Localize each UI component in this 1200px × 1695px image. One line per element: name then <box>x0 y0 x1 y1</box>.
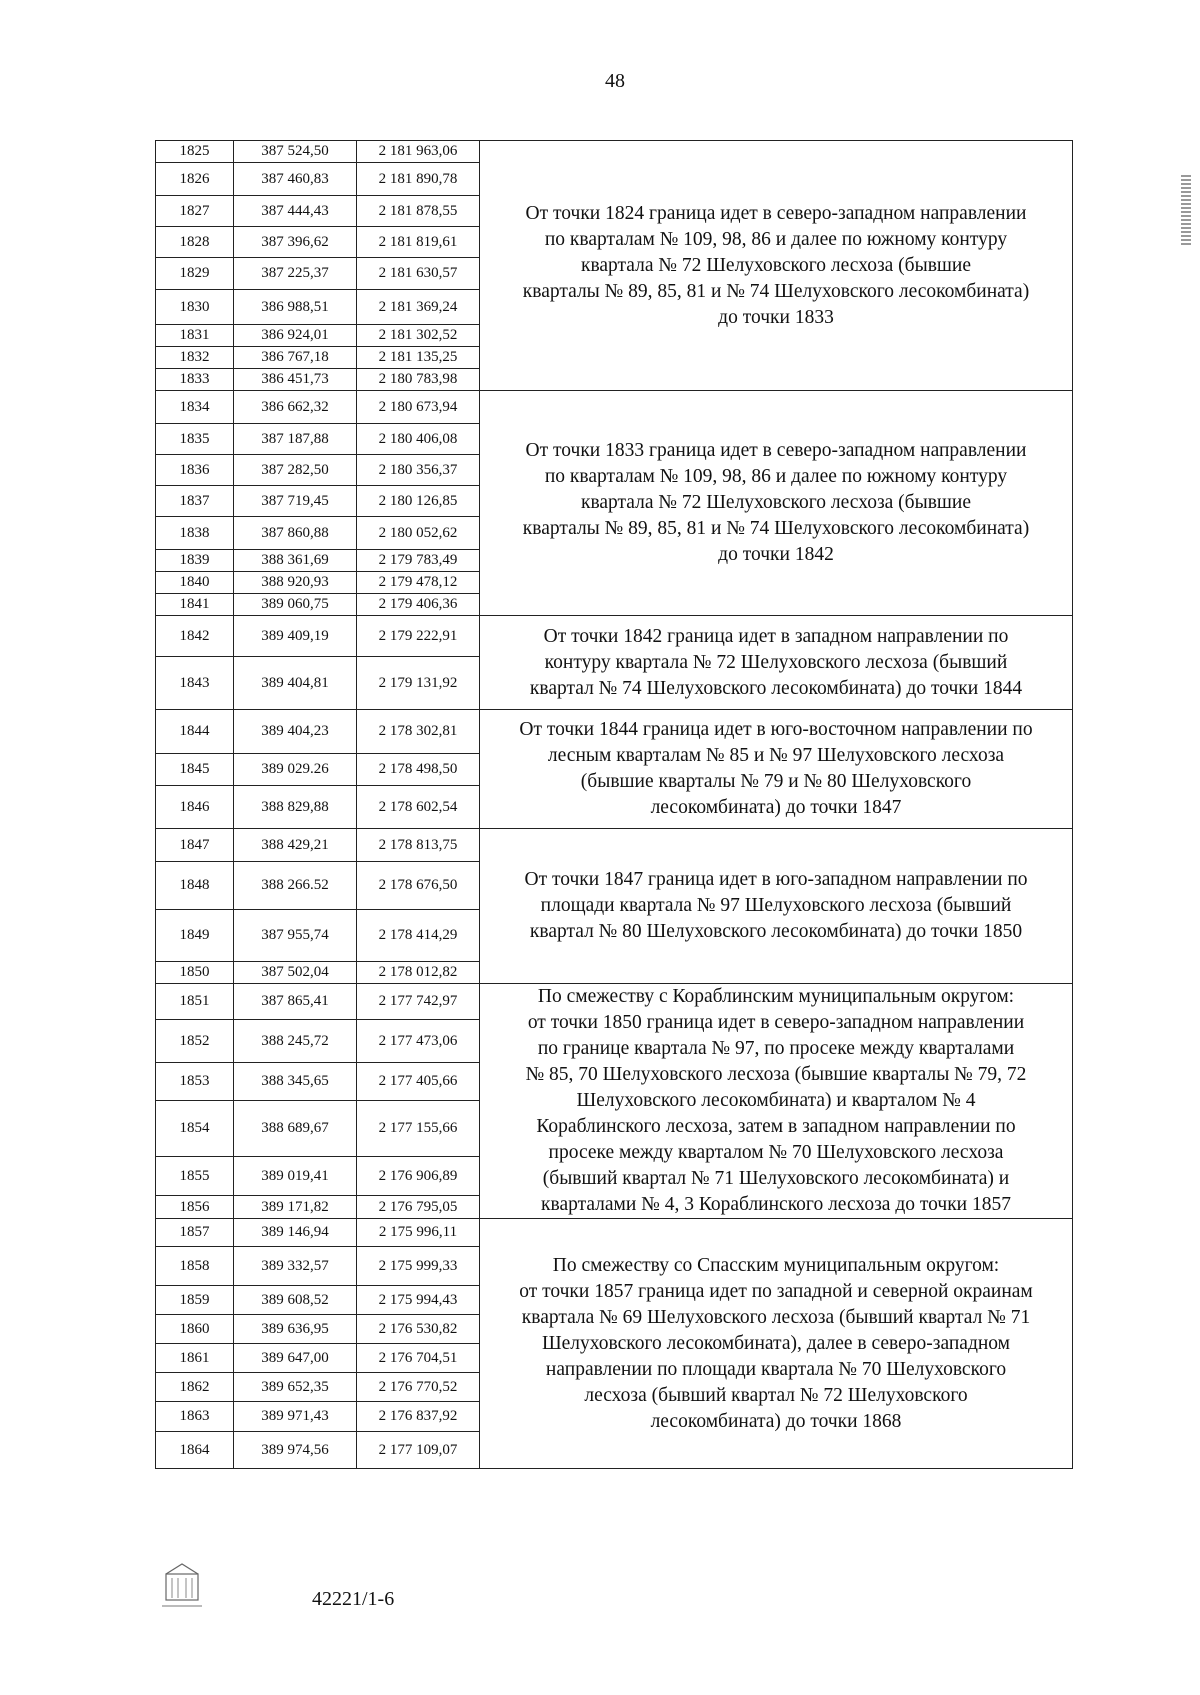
coord-x: 389 019,41 <box>234 1157 357 1196</box>
point-number: 1833 <box>156 369 234 391</box>
coord-y: 2 178 498,50 <box>357 754 480 786</box>
boundary-description <box>480 829 1073 984</box>
point-number: 1831 <box>156 325 234 347</box>
coord-y: 2 180 406,08 <box>357 424 480 455</box>
point-number: 1853 <box>156 1063 234 1101</box>
table-row <box>156 141 1073 163</box>
description-line: лесным кварталам № 85 и № 97 Шелуховского лесхоза <box>547 745 1005 766</box>
coord-y: 2 180 783,98 <box>357 369 480 391</box>
point-number: 1860 <box>156 1315 234 1344</box>
coord-x: 388 920,93 <box>234 572 357 594</box>
coord-x: 388 345,65 <box>234 1063 357 1101</box>
description-line: направлении по площади квартала № 70 Шелуховского <box>545 1358 1007 1380</box>
description-line: до точки 1833 <box>718 306 834 328</box>
description-line: квартал № 80 Шелуховского лесокомбината) до точки 1850 <box>529 921 1023 942</box>
coord-y: 2 178 414,29 <box>357 910 480 962</box>
coord-y: 2 181 135,25 <box>357 347 480 369</box>
description-line: контуру квартала № 72 Шелуховского лесхоза (бывший <box>544 651 1008 673</box>
point-number: 1827 <box>156 196 234 227</box>
description-line: от точки 1857 граница идет по западной и северной окраинам <box>519 1280 1033 1302</box>
coord-x: 387 865,41 <box>234 984 357 1020</box>
point-number: 1859 <box>156 1286 234 1315</box>
coord-x: 388 266.52 <box>234 862 357 910</box>
boundary-description <box>480 391 1073 616</box>
point-number: 1863 <box>156 1402 234 1432</box>
point-number: 1834 <box>156 391 234 424</box>
point-number: 1857 <box>156 1219 234 1247</box>
description-line: лесокомбината) до точки 1847 <box>650 797 902 818</box>
coord-y: 2 181 302,52 <box>357 325 480 347</box>
coord-x: 387 444,43 <box>234 196 357 227</box>
description-line: квартал № 74 Шелуховского лесокомбината) до точки 1844 <box>529 677 1023 699</box>
description-line: По смежеству со Спасским муниципальным округом: <box>552 1254 1000 1276</box>
point-number: 1848 <box>156 862 234 910</box>
point-number: 1840 <box>156 572 234 594</box>
description-line: лесхоза (бывший квартал № 72 Шелуховского <box>584 1384 968 1406</box>
coord-x: 388 361,69 <box>234 550 357 572</box>
coord-x: 388 245,72 <box>234 1020 357 1063</box>
description-line: кварталами № 4, 3 Кораблинского лесхоза до точки 1857 <box>541 1194 1011 1215</box>
boundary-description <box>480 1219 1073 1469</box>
description-line: до точки 1842 <box>718 544 834 565</box>
coord-x: 387 396,62 <box>234 227 357 258</box>
coord-x: 386 924,01 <box>234 325 357 347</box>
coord-x: 388 829,88 <box>234 786 357 829</box>
coord-y: 2 181 819,61 <box>357 227 480 258</box>
description-line: квартала № 69 Шелуховского лесхоза (бывший квартал № 71 <box>521 1306 1031 1328</box>
coord-x: 387 460,83 <box>234 163 357 196</box>
description-line: Шелуховского лесокомбината), далее в северо-западном <box>541 1332 1011 1354</box>
point-number: 1844 <box>156 710 234 754</box>
coord-x: 387 524,50 <box>234 141 357 163</box>
boundary-description <box>480 616 1073 710</box>
description-line: (бывшие кварталы № 79 и № 80 Шелуховского <box>580 771 972 792</box>
coord-x: 389 652,35 <box>234 1373 357 1402</box>
coord-x: 389 332,57 <box>234 1247 357 1286</box>
description-line: От точки 1842 граница идет в западном направлении по <box>543 625 1009 647</box>
description-line: квартала № 72 Шелуховского лесхоза (бывшие <box>580 254 972 276</box>
coord-y: 2 179 783,49 <box>357 550 480 572</box>
table-row <box>156 616 1073 657</box>
description-line: квартала № 72 Шелуховского лесхоза (бывшие <box>580 492 972 513</box>
coord-y: 2 179 478,12 <box>357 572 480 594</box>
coord-y: 2 175 999,33 <box>357 1247 480 1286</box>
coord-y: 2 176 704,51 <box>357 1344 480 1373</box>
point-number: 1825 <box>156 141 234 163</box>
coord-x: 387 225,37 <box>234 258 357 290</box>
point-number: 1828 <box>156 227 234 258</box>
table-row <box>156 710 1073 754</box>
description-line: Шелуховского лесокомбината) и кварталом № 4 <box>576 1090 976 1111</box>
coord-x: 386 662,32 <box>234 391 357 424</box>
coord-x: 386 988,51 <box>234 290 357 325</box>
point-number: 1837 <box>156 486 234 517</box>
coord-x: 388 689,67 <box>234 1101 357 1157</box>
coord-y: 2 181 890,78 <box>357 163 480 196</box>
coord-x: 389 029.26 <box>234 754 357 786</box>
coord-y: 2 176 837,92 <box>357 1402 480 1432</box>
coord-x: 389 409,19 <box>234 616 357 657</box>
coord-x: 389 647,00 <box>234 1344 357 1373</box>
description-line: кварталы № 89, 85, 81 и № 74 Шелуховского лесокомбината) <box>522 280 1030 302</box>
coord-x: 386 767,18 <box>234 347 357 369</box>
coord-y: 2 178 302,81 <box>357 710 480 754</box>
coord-y: 2 177 109,07 <box>357 1432 480 1469</box>
coord-x: 389 060,75 <box>234 594 357 616</box>
point-number: 1843 <box>156 657 234 710</box>
coord-y: 2 179 222,91 <box>357 616 480 657</box>
description-line: по границе квартала № 97, по просеке между кварталами <box>537 1038 1015 1059</box>
point-number: 1835 <box>156 424 234 455</box>
table-row <box>156 1219 1073 1247</box>
coord-y: 2 178 012,82 <box>357 962 480 984</box>
coord-y: 2 180 126,85 <box>357 486 480 517</box>
coord-y: 2 176 906,89 <box>357 1157 480 1196</box>
description-line: по кварталам № 109, 98, 86 и далее по южному контуру <box>544 466 1008 487</box>
description-line: от точки 1850 граница идет в северо-западном направлении <box>527 1012 1025 1033</box>
coord-x: 386 451,73 <box>234 369 357 391</box>
coord-y: 2 178 676,50 <box>357 862 480 910</box>
coord-x: 387 955,74 <box>234 910 357 962</box>
coord-y: 2 180 356,37 <box>357 455 480 486</box>
description-line: От точки 1824 граница идет в северо-западном направлении <box>525 202 1027 224</box>
table-row <box>156 984 1073 1020</box>
coord-x: 387 187,88 <box>234 424 357 455</box>
description-line: по кварталам № 109, 98, 86 и далее по южному контуру <box>544 228 1008 250</box>
coord-x: 387 282,50 <box>234 455 357 486</box>
point-number: 1858 <box>156 1247 234 1286</box>
coord-x: 389 971,43 <box>234 1402 357 1432</box>
coord-y: 2 181 630,57 <box>357 258 480 290</box>
description-line: (бывший квартал № 71 Шелуховского лесокомбината) и <box>542 1168 1010 1189</box>
boundary-description <box>480 141 1073 391</box>
point-number: 1852 <box>156 1020 234 1063</box>
point-number: 1849 <box>156 910 234 962</box>
coord-x: 387 502,04 <box>234 962 357 984</box>
point-number: 1861 <box>156 1344 234 1373</box>
coord-y: 2 176 770,52 <box>357 1373 480 1402</box>
description-line: От точки 1847 граница идет в юго-западном направлении по <box>524 869 1028 890</box>
point-number: 1855 <box>156 1157 234 1196</box>
table-row <box>156 391 1073 424</box>
coord-y: 2 177 155,66 <box>357 1101 480 1157</box>
coord-y: 2 176 795,05 <box>357 1196 480 1219</box>
coord-y: 2 179 131,92 <box>357 657 480 710</box>
point-number: 1851 <box>156 984 234 1020</box>
boundary-description <box>480 710 1073 829</box>
coord-y: 2 180 052,62 <box>357 517 480 550</box>
coord-x: 389 608,52 <box>234 1286 357 1315</box>
description-line: От точки 1833 граница идет в северо-западном направлении <box>525 440 1027 461</box>
coord-y: 2 180 673,94 <box>357 391 480 424</box>
coord-y: 2 177 742,97 <box>357 984 480 1020</box>
coord-y: 2 175 994,43 <box>357 1286 480 1315</box>
coord-y: 2 181 963,06 <box>357 141 480 163</box>
coord-y: 2 178 602,54 <box>357 786 480 829</box>
coord-x: 389 404,23 <box>234 710 357 754</box>
coord-x: 389 974,56 <box>234 1432 357 1469</box>
coord-x: 389 404,81 <box>234 657 357 710</box>
point-number: 1838 <box>156 517 234 550</box>
point-number: 1829 <box>156 258 234 290</box>
point-number: 1845 <box>156 754 234 786</box>
point-number: 1826 <box>156 163 234 196</box>
seal-stamp-icon <box>160 1560 204 1612</box>
point-number: 1847 <box>156 829 234 862</box>
point-number: 1841 <box>156 594 234 616</box>
scan-margin-mark <box>1181 175 1191 245</box>
point-number: 1862 <box>156 1373 234 1402</box>
point-number: 1850 <box>156 962 234 984</box>
page-number: 48 <box>605 70 625 92</box>
description-line: От точки 1844 граница идет в юго-восточном направлении по <box>519 719 1033 740</box>
coord-x: 387 860,88 <box>234 517 357 550</box>
point-number: 1864 <box>156 1432 234 1469</box>
coord-x: 387 719,45 <box>234 486 357 517</box>
description-line: площади квартала № 97 Шелуховского лесхоза (бывший <box>540 895 1012 916</box>
description-line: № 85, 70 Шелуховского лесхоза (бывшие кварталы № 79, 72 <box>525 1064 1027 1085</box>
description-line: кварталы № 89, 85, 81 и № 74 Шелуховского лесокомбината) <box>522 518 1030 539</box>
point-number: 1846 <box>156 786 234 829</box>
description-line: По смежеству с Кораблинским муниципальным округом: <box>537 986 1015 1007</box>
description-line: лесокомбината) до точки 1868 <box>650 1410 902 1432</box>
table-row <box>156 829 1073 862</box>
point-number: 1854 <box>156 1101 234 1157</box>
coord-x: 388 429,21 <box>234 829 357 862</box>
coord-y: 2 177 473,06 <box>357 1020 480 1063</box>
point-number: 1856 <box>156 1196 234 1219</box>
coord-x: 389 636,95 <box>234 1315 357 1344</box>
coord-y: 2 176 530,82 <box>357 1315 480 1344</box>
document-code: 42221/1-6 <box>312 1588 395 1610</box>
coord-x: 389 171,82 <box>234 1196 357 1219</box>
coord-y: 2 179 406,36 <box>357 594 480 616</box>
coord-y: 2 177 405,66 <box>357 1063 480 1101</box>
coord-y: 2 181 369,24 <box>357 290 480 325</box>
point-number: 1842 <box>156 616 234 657</box>
point-number: 1836 <box>156 455 234 486</box>
description-line: Кораблинского лесхоза, затем в западном направлении по <box>536 1116 1016 1137</box>
boundary-description <box>480 984 1073 1219</box>
coord-x: 389 146,94 <box>234 1219 357 1247</box>
coord-y: 2 175 996,11 <box>357 1219 480 1247</box>
point-number: 1832 <box>156 347 234 369</box>
coord-y: 2 181 878,55 <box>357 196 480 227</box>
boundary-points-table <box>155 140 1073 1469</box>
point-number: 1839 <box>156 550 234 572</box>
coord-y: 2 178 813,75 <box>357 829 480 862</box>
description-line: просеке между кварталом № 70 Шелуховского лесхоза <box>548 1142 1004 1163</box>
point-number: 1830 <box>156 290 234 325</box>
